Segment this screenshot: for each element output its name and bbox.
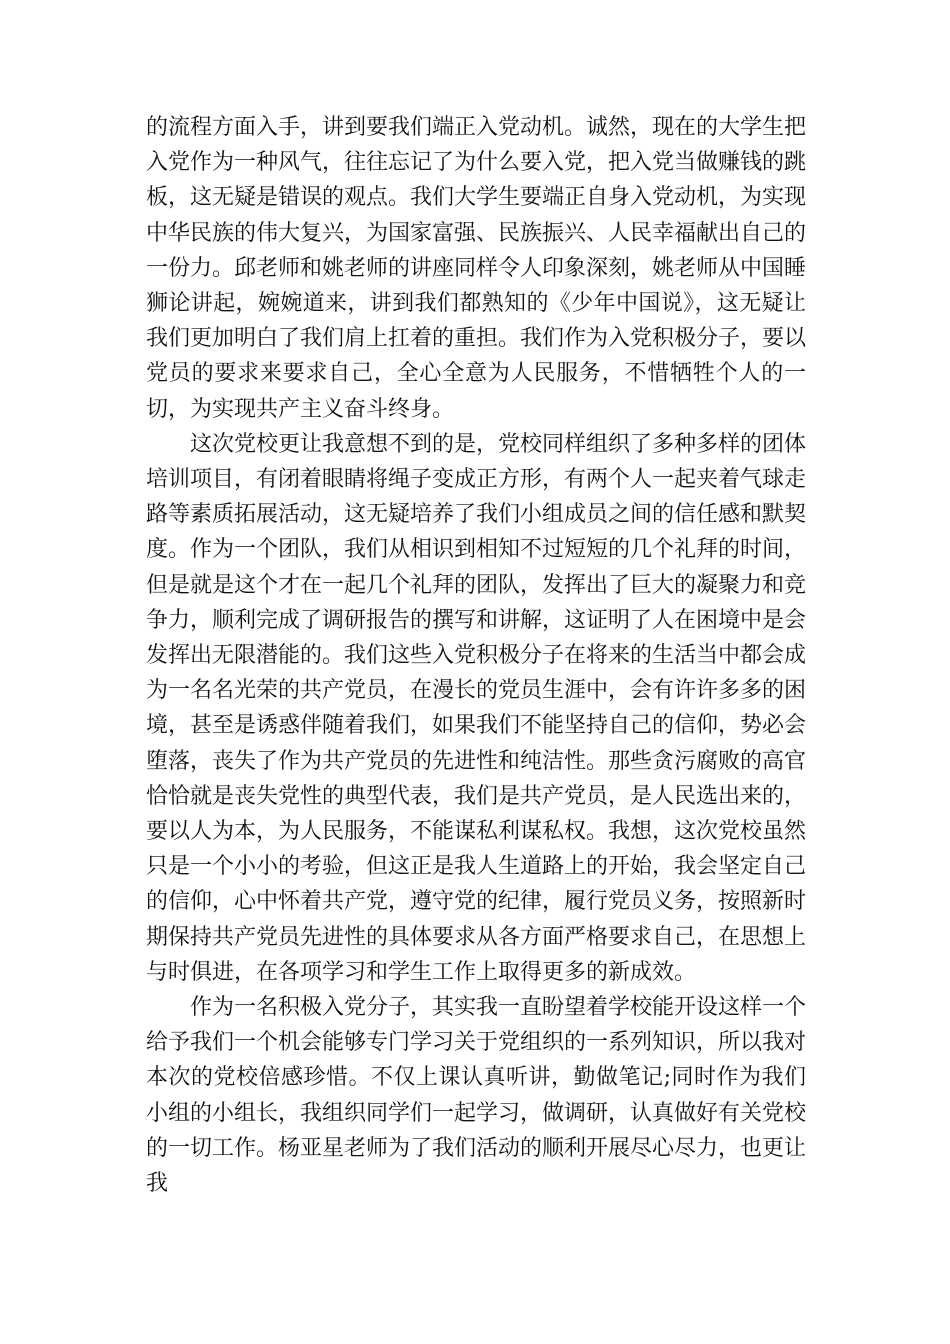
- paragraph-3: 作为一名积极入党分子，其实我一直盼望着学校能开设这样一个给予我们一个机会能够专门学习关于党组织的一系列知识，所以我对本次的党校倍感珍惜。不仅上课认真听讲，勤做笔记;同时作为我们小组的小组长，我组织同学们一起学习，做调研，认真做好有关党校的一切工作。杨亚星老师为了我们活动的顺利开展尽心尽力，也更让我: [146, 995, 807, 1197]
- paragraph-2: 这次党校更让我意想不到的是，党校同样组织了多种多样的团体培训项目，有闭着眼睛将绳子变成正方形，有两个人一起夹着气球走路等素质拓展活动，这无疑培养了我们小组成员之间的信任感和默契度。作为一个团队，我们从相识到相知不过短短的几个礼拜的时间，但是就是这个才在一起几个礼拜的团队，发挥出了巨大的凝聚力和竞争力，顺利完成了调研报告的撰写和讲解，这证明了人在困境中是会发挥出无限潜能的。我们这些入党积极分子在将来的生活当中都会成为一名名光荣的共产党员，在漫长的党员生涯中，会有许许多多的困境，甚至是诱惑伴随着我们，如果我们不能坚持自己的信仰，势必会堕落，丧失了作为共产党员的先进性和纯洁性。那些贪污腐败的高官恰恰就是丧失党性的典型代表，我们是共产党员，是人民选出来的，要以人为本，为人民服务，不能谋私利谋私权。我想，这次党校虽然只是一个小小的考验，但这正是我人生道路上的开始，我会坚定自己的信仰，心中怀着共产党，遵守党的纪律，履行党员义务，按照新时期保持共产党员先进性的具体要求从各方面严格要求自己，在思想上与时俱进，在各项学习和学生工作上取得更多的新成效。: [146, 431, 807, 985]
- paragraph-1: 的流程方面入手，讲到要我们端正入党动机。诚然，现在的大学生把入党作为一种风气，往往忘记了为什么要入党，把入党当做赚钱的跳板，这无疑是错误的观点。我们大学生要端正自身入党动机，为实现中华民族的伟大复兴，为国家富强、民族振兴、人民幸福献出自己的一份力。邱老师和姚老师的讲座同样令人印象深刻，姚老师从中国睡狮论讲起，婉婉道来，讲到我们都熟知的《少年中国说》，这无疑让我们更加明白了我们肩上扛着的重担。我们作为入党积极分子，要以党员的要求来要求自己，全心全意为人民服务，不惜牺牲个人的一切，为实现共产主义奋斗终身。: [146, 115, 807, 422]
- document-body: [146, 110, 806, 1201]
